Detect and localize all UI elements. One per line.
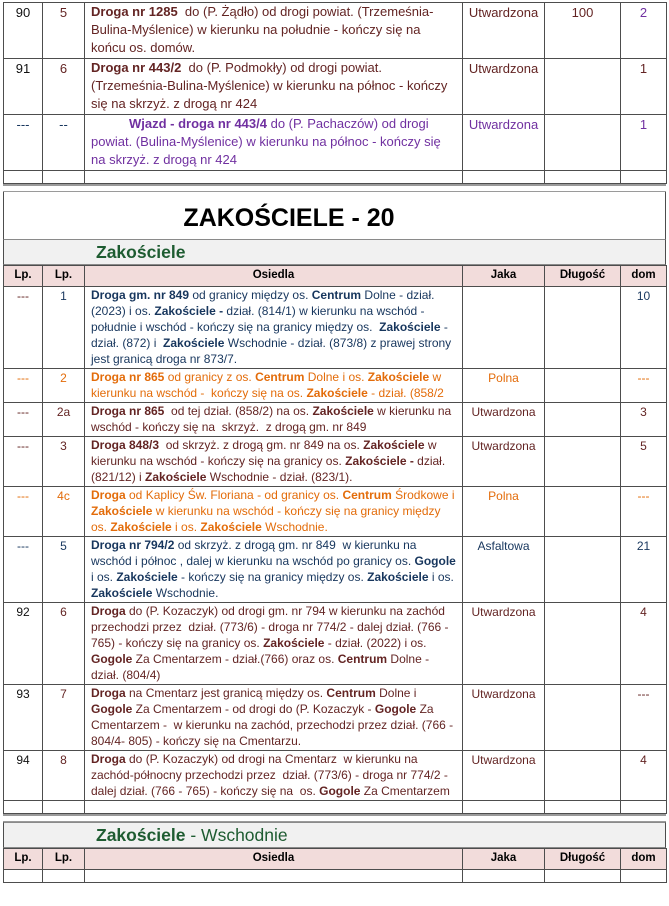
cell-lp1: --- [4,403,43,437]
cell-jaka: Utwardzona [463,3,545,59]
cell-lp2: 7 [43,685,85,751]
empty-cell [43,870,85,883]
osiedla-text-segment: Zakościele [145,470,207,484]
osiedla-text-segment: Wschodnie - dział. (823/1). [206,470,353,484]
cell-lp1: --- [4,115,43,171]
table-row [4,603,667,685]
zakosciele-roads-table [3,265,667,814]
osiedla-text-segment: i os. [91,554,460,584]
cell-osiedla [85,751,463,801]
cell-lp2: 3 [43,437,85,487]
column-header-osiedla: Osiedla [85,849,463,870]
osiedla-text-segment: Zakościele [91,504,153,518]
empty-cell [621,171,667,184]
cell-dlugosc [545,603,621,685]
cell-dom: 1 [621,115,667,171]
cell-osiedla [85,685,463,751]
cell-jaka: Utwardzona [463,115,545,171]
table-row [4,287,667,369]
column-header-dom: dom [621,849,667,870]
column-header-dlugosc: Długość [545,849,621,870]
table-row [4,369,667,403]
cell-lp2: 2 [43,369,85,403]
empty-cell [85,801,463,814]
cell-lp1: 94 [4,751,43,801]
osiedla-text-segment: do (P. Kozaczyk) od drogi gm. nr 794 w kierunku na zachód przechodzi przez dział. (773/6) - droga nr 774/2 - dalej dział. (766 - 765) - kończy się na granicy os. [91,604,452,650]
section-break-line [3,184,666,192]
osiedla-text-segment: Droga nr 865 [91,370,165,384]
table-row [4,403,667,437]
cell-lp1: 92 [4,603,43,685]
osiedla-text-segment: od skrzyż. z drogą gm. nr 849 w kierunku na wschód i północ , dalej w kierunku na wschód po granicy os. [91,538,420,568]
osiedla-text-segment: od Kaplicy Św. Floriana - od granicy os. [125,488,343,502]
cell-dom: 3 [621,403,667,437]
osiedla-text-segment: Zakościele [163,336,225,350]
empty-row [4,801,667,814]
cell-osiedla [85,369,463,403]
osiedla-text-segment: Dolne - dział. (804/4) [91,652,433,682]
osiedla-text-segment: Centrum [337,652,388,666]
cell-dlugosc [545,685,621,751]
osiedla-text-segment: Droga [91,686,126,700]
cell-dom: 10 [621,287,667,369]
empty-cell [545,870,621,883]
osiedla-text-segment: Gogole [91,702,133,716]
osiedla-text-segment: Za Cmentarzem - dział.(766) oraz os. [132,652,338,666]
cell-lp2: 6 [43,59,85,115]
column-header-jaka: Jaka [463,266,545,287]
empty-cell [43,801,85,814]
osiedla-text-segment: Wschodnie. [261,520,328,534]
column-header-jaka: Jaka [463,849,545,870]
cell-osiedla [85,537,463,603]
osiedla-text-segment: Droga gm. nr 849 [91,288,190,302]
cell-lp1: --- [4,437,43,487]
cell-jaka: Utwardzona [463,59,545,115]
osiedla-text-segment: Droga [91,604,126,618]
empty-row [4,870,667,883]
cell-lp1: --- [4,487,43,537]
cell-osiedla [85,603,463,685]
cell-jaka: Utwardzona [463,437,545,487]
osiedla-text-segment: w kierunku na wschód - kończy się na granicy między os. [91,504,444,534]
empty-cell [4,171,43,184]
empty-cell [545,171,621,184]
osiedla-text-segment: Dolne - dział. (2023) i os. [91,288,438,318]
cell-dlugosc [545,403,621,437]
osiedla-text-segment: Gogole [91,652,133,666]
column-header-dom: dom [621,266,667,287]
table-row [4,3,667,59]
osiedla-text-segment: - dział. (872) i [91,320,452,350]
empty-cell [463,801,545,814]
cell-lp1: --- [4,537,43,603]
page-title-block [3,192,666,239]
osiedla-text-segment: Wschodnie. [152,586,219,600]
osiedla-text-segment: Gogole [319,784,361,798]
osiedla-text-segment: Zakościele - [345,454,414,468]
osiedla-text-segment: Zakościele [367,570,429,584]
cell-jaka: Asfaltowa [463,537,545,603]
osiedla-text-segment: Zakościele [379,320,441,334]
osiedla-text-segment: Centrum [255,370,305,384]
cell-dom: --- [621,487,667,537]
osiedla-text-segment: Zakościele [200,520,262,534]
osiedla-text-segment: do (P. Podmokły) od drogi powiat. (Trzemeśnia-Bulina-Myślenice) w kierunku na północ - kończy się na skrzyż. z drogą nr 424 [91,60,452,111]
osiedla-text-segment: Zakościele [306,386,368,400]
cell-dom: 1 [621,59,667,115]
osiedla-text-segment: Droga nr 794/2 [91,538,175,552]
osiedla-text-segment: dział. (814/1) w kierunku na wschód - południe i wschód - kończy się na granicy między os. [91,304,428,334]
empty-cell [4,801,43,814]
table-row [4,751,667,801]
cell-lp1: 90 [4,3,43,59]
cell-jaka [463,287,545,369]
osiedla-text-segment: Centrum [311,288,362,302]
cell-dlugosc [545,115,621,171]
cell-lp1: --- [4,369,43,403]
column-header-lp2: Lp. [43,849,85,870]
empty-row [4,171,667,184]
osiedla-text-segment: Droga nr 865 [91,404,165,418]
osiedla-text-segment: Gogole [374,702,417,716]
cell-jaka: Polna [463,487,545,537]
section-band-title: Zakościele [96,242,186,262]
osiedla-text-segment: Wschodnie - dział. (873/8) z prawej strony jest granicą droga nr 873/7. [91,336,455,366]
cell-dom: --- [621,685,667,751]
cell-dom: 4 [621,751,667,801]
cell-osiedla [85,115,463,171]
osiedla-text-segment: do (P. Pachaczów) od drogi powiat. (Bulina-Myślenice) w kierunku na północ - kończy się na skrzyż. z drogą nr 424 [91,116,445,167]
cell-lp2: -- [43,115,85,171]
osiedla-text-segment: dział. (821/12) i [91,454,449,484]
osiedla-text-segment: Zakościele [91,586,153,600]
empty-cell [85,870,463,883]
empty-cell [545,801,621,814]
cell-dlugosc [545,437,621,487]
osiedla-text-segment: Za Cmentarzem - od drogi do (P. Kozaczyk - [132,702,375,716]
osiedla-text-segment: Droga 848/3 [91,438,160,452]
osiedla-text-segment: Droga nr 1285 [91,4,178,19]
osiedla-text-segment: Za Cmentarzem - w kierunku na zachód, przechodzi przez dział. (766 - 804/4- 805) - kończy się na Cmentarzu. [91,702,457,748]
osiedla-text-segment: Dolne i [375,686,420,700]
osiedla-text-segment: Dolne i os. [304,370,368,384]
osiedla-text-segment: w kierunku na wschód - kończy się na os. [91,370,445,400]
cell-lp2: 1 [43,287,85,369]
osiedla-text-segment: i os. [428,570,458,584]
osiedla-text-segment: na Cmentarz jest granicą między os. [125,686,327,700]
osiedla-text-segment: Wjazd - droga nr 443/4 [129,116,267,131]
cell-dlugosc [545,369,621,403]
empty-cell [43,171,85,184]
cell-osiedla [85,487,463,537]
cell-dlugosc [545,487,621,537]
cell-lp2: 6 [43,603,85,685]
cell-lp1: --- [4,287,43,369]
osiedla-text-segment: - dział. (2022) i os. [324,636,430,650]
osiedla-text-segment: od granicy między os. [189,288,312,302]
osiedla-text-segment: od tej dział. (858/2) na os. [164,404,313,418]
cell-dlugosc [545,537,621,603]
cell-osiedla [85,59,463,115]
cell-dom: --- [621,369,667,403]
cell-jaka: Utwardzona [463,751,545,801]
osiedla-text-segment: Gogole [414,554,456,568]
osiedla-text-segment: Zakościele [312,404,374,418]
table-row [4,685,667,751]
cell-osiedla [85,403,463,437]
cell-lp1: 91 [4,59,43,115]
column-header-osiedla: Osiedla [85,266,463,287]
osiedla-text-segment: do (P. Żądło) od drogi powiat. (Trzemeśnia-Bulina-Myślenice) w kierunku na południe - kończy się na końcu os. domów. [91,4,434,55]
cell-dlugosc [545,59,621,115]
osiedla-text-segment: i os. [171,520,201,534]
table-row [4,115,667,171]
cell-lp2: 5 [43,537,85,603]
empty-cell [463,870,545,883]
empty-cell [85,171,463,184]
osiedla-text-segment: Zakościele [263,636,325,650]
osiedla-text-segment: od granicy z os. [164,370,256,384]
osiedla-text-segment: w kierunku na wschód - kończy się na skrzyż. z drogą gm. nr 849 [91,404,455,434]
osiedla-text-segment: Zakościele [363,438,425,452]
cell-dom: 4 [621,603,667,685]
table-row [4,487,667,537]
cell-osiedla [85,437,463,487]
empty-cell [621,801,667,814]
cell-jaka: Utwardzona [463,403,545,437]
osiedla-text-segment: Zakościele [367,370,430,384]
table-row [4,537,667,603]
table-row [4,437,667,487]
column-header-lp2: Lp. [43,266,85,287]
cell-dlugosc: 100 [545,3,621,59]
empty-cell [621,870,667,883]
empty-cell [463,171,545,184]
section-band-subtitle: - Wschodnie [185,825,288,845]
section-band-zakosciele [3,239,666,265]
osiedla-text-segment: - dział. (858/2 [367,386,444,400]
section-break-line [3,814,666,822]
osiedla-text-segment: Zakościele [110,520,172,534]
table-row [4,59,667,115]
osiedla-text-segment: do (P. Kozaczyk) od drogi na Cmentarz w kierunku na zachód-północny przechodzi przez dział. (773/6) - droga nr 774/2 - dalej dział. (766 - 765) - kończy się na os. [91,752,452,798]
osiedla-text-segment: Za Cmentarzem [360,784,450,798]
osiedla-text-segment: Droga nr 443/2 [91,60,182,75]
column-header-dlugosc: Długość [545,266,621,287]
cell-osiedla [85,287,463,369]
osiedla-text-segment: w kierunku na wschód - kończy się na granicy os. [91,438,440,468]
cell-lp2: 4c [43,487,85,537]
cell-jaka: Utwardzona [463,603,545,685]
osiedla-text-segment: Zakościele [116,570,178,584]
osiedla-text-segment: Środkowe i [391,488,458,502]
cell-lp2: 5 [43,3,85,59]
column-header-row [4,266,667,287]
page-title: ZAKOŚCIELE - 20 [183,204,395,232]
column-header-lp1: Lp. [4,266,43,287]
column-header-row [4,849,667,870]
cell-lp2: 8 [43,751,85,801]
cell-dlugosc [545,287,621,369]
cell-jaka: Polna [463,369,545,403]
column-header-lp1: Lp. [4,849,43,870]
cell-lp1: 93 [4,685,43,751]
osiedla-text-segment: Centrum [342,488,392,502]
osiedla-text-segment: Droga [91,488,126,502]
zakosciele-wschodnie-roads-table [3,848,667,883]
osiedla-text-segment: od skrzyż. z drogą gm. nr 849 na os. [159,438,364,452]
osiedla-text-segment: Droga [91,752,126,766]
cell-dom: 21 [621,537,667,603]
osiedla-text-segment: Centrum [326,686,376,700]
cell-dom: 2 [621,3,667,59]
section-band-title: Zakościele [96,825,186,845]
top-roads-table [3,2,667,184]
cell-dom: 5 [621,437,667,487]
empty-cell [4,870,43,883]
cell-osiedla [85,3,463,59]
section-band-zakosciele-wschodnie [3,822,666,848]
cell-jaka: Utwardzona [463,685,545,751]
osiedla-text-segment: Zakościele - [154,304,224,318]
osiedla-text-segment: - kończy się na granicy między os. [177,570,368,584]
cell-dlugosc [545,751,621,801]
cell-lp2: 2a [43,403,85,437]
